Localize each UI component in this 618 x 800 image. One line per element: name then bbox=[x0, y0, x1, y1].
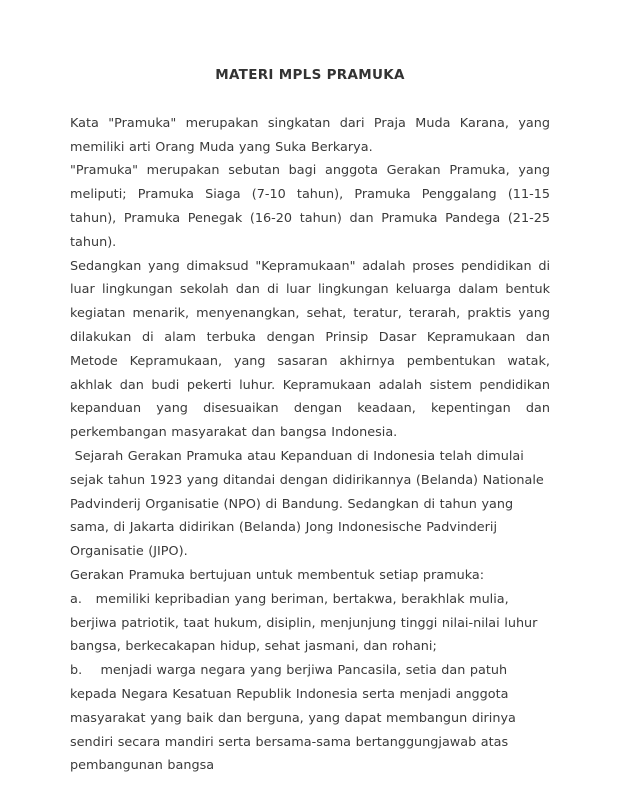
paragraph: Sejarah Gerakan Pramuka atau Kepanduan di Indonesia telah dimulai sejak tahun 1923 yang ditandai dengan didirikannya (Belanda) Nationale Padvinderij Organisatie (NPO) di Bandung. Sedangkan di tahun yang sama, di Jakarta didirikan (Belanda) Jong Indonesische Padvinderij Organisatie (JIPO). bbox=[70, 448, 549, 560]
paragraph: Sedangkan yang dimaksud "Kepramukaan" adalah proses pendidikan di luar lingkungan sekolah dan di luar lingkungan keluarga dalam bentuk kegiatan menarik, menyenangkan, sehat, teratur, terarah, praktis yang dilakukan di alam terbuka dengan Prinsip Dasar Kepramukaan dan Metode Kepramukaan, yang sasaran akhirnya pembentukan watak, akhlak dan budi pekerti luhur. Kepramukaan adalah sistem pendidikan kepanduan yang disesuaikan dengan keadaan, kepentingan dan perkembangan masyarakat dan bangsa Indonesia. bbox=[70, 258, 550, 441]
paragraph: Kata "Pramuka" merupakan singkatan dari Praja Muda Karana, yang memiliki arti Orang Muda yang Suka Berkarya. bbox=[70, 115, 550, 155]
document-body bbox=[70, 112, 550, 778]
document-title: MATERI MPLS PRAMUKA bbox=[215, 67, 405, 83]
paragraph: Gerakan Pramuka bertujuan untuk membentuk setiap pramuka: bbox=[70, 567, 485, 583]
paragraph: b. menjadi warga negara yang berjiwa Pancasila, setia dan patuh kepada Negara Kesatuan Republik Indonesia serta menjadi anggota masyarakat yang baik dan berguna, yang dapat membangun dirinya sendiri secara mandiri serta bersama-sama bertanggungjawab atas pembangunan bangsa bbox=[70, 663, 521, 774]
paragraph: "Pramuka" merupakan sebutan bagi anggota Gerakan Pramuka, yang meliputi; Pramuka Siaga (7-10 tahun), Pramuka Penggalang (11-15 tahun), Pramuka Penegak (16-20 tahun) dan Pramuka Pandega (21-25 tahun). bbox=[70, 163, 550, 250]
paragraph: a. memiliki kepribadian yang beriman, bertakwa, berakhlak mulia, berjiwa patriotik, taat hukum, disiplin, menjunjung tinggi nilai-nilai luhur bangsa, berkecakapan hidup, sehat jasmani, dan rohani; bbox=[70, 591, 543, 655]
